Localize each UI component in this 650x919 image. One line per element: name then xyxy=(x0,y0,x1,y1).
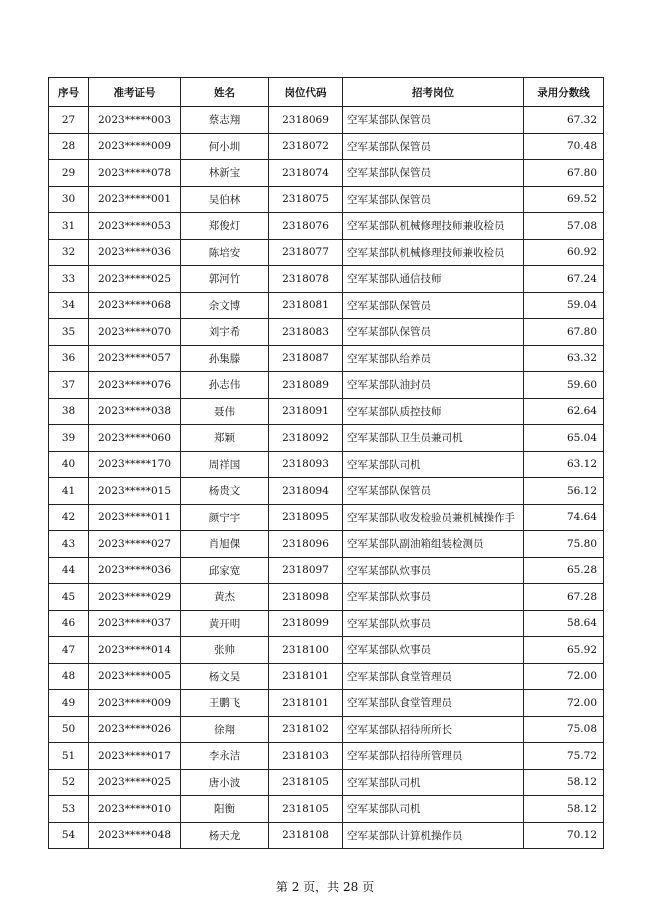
table-row xyxy=(49,345,604,372)
cell-post: 空军某部队机械修理技师兼收检员 xyxy=(343,213,524,240)
cell-post: 空军某部队炊事员 xyxy=(343,584,524,611)
table-row xyxy=(49,451,604,478)
cell-index: 46 xyxy=(49,610,89,637)
cell-exam-id: 2023*****014 xyxy=(89,637,181,664)
cell-post-code: 2318108 xyxy=(269,822,343,849)
table-row xyxy=(49,292,604,319)
header-exam-id: 准考证号 xyxy=(89,78,181,107)
results-table-container xyxy=(48,77,603,849)
cell-cutoff-score: 67.24 xyxy=(524,266,604,293)
cell-exam-id: 2023*****038 xyxy=(89,398,181,425)
cell-name: 杨天龙 xyxy=(181,822,269,849)
cell-post-code: 2318100 xyxy=(269,637,343,664)
cell-cutoff-score: 57.08 xyxy=(524,213,604,240)
cell-cutoff-score: 58.64 xyxy=(524,610,604,637)
cell-post-code: 2318069 xyxy=(269,107,343,134)
cell-exam-id: 2023*****029 xyxy=(89,584,181,611)
cell-cutoff-score: 72.00 xyxy=(524,690,604,717)
cell-post: 空军某部队炊事员 xyxy=(343,610,524,637)
cell-exam-id: 2023*****025 xyxy=(89,266,181,293)
cell-index: 41 xyxy=(49,478,89,505)
cell-name: 吴伯林 xyxy=(181,186,269,213)
header-post: 招考岗位 xyxy=(343,78,524,107)
cell-post: 空军某部队给养员 xyxy=(343,345,524,372)
table-row xyxy=(49,769,604,796)
cell-post: 空军某部队保管员 xyxy=(343,107,524,134)
cell-index: 28 xyxy=(49,133,89,160)
cell-name: 刘宇希 xyxy=(181,319,269,346)
cell-cutoff-score: 56.12 xyxy=(524,478,604,505)
cell-post-code: 2318074 xyxy=(269,160,343,187)
cell-post-code: 2318076 xyxy=(269,213,343,240)
cell-post-code: 2318097 xyxy=(269,557,343,584)
cell-exam-id: 2023*****036 xyxy=(89,557,181,584)
cell-index: 30 xyxy=(49,186,89,213)
table-row xyxy=(49,796,604,823)
cell-exam-id: 2023*****010 xyxy=(89,796,181,823)
cell-post: 空军某部队收发检验员兼机械操作手 xyxy=(343,504,524,531)
cell-exam-id: 2023*****009 xyxy=(89,690,181,717)
cell-post: 空军某部队保管员 xyxy=(343,186,524,213)
header-cutoff-score: 录用分数线 xyxy=(524,78,604,107)
cell-index: 40 xyxy=(49,451,89,478)
cell-name: 阳衡 xyxy=(181,796,269,823)
cell-exam-id: 2023*****078 xyxy=(89,160,181,187)
cell-name: 徐翔 xyxy=(181,716,269,743)
cell-exam-id: 2023*****005 xyxy=(89,663,181,690)
cell-exam-id: 2023*****037 xyxy=(89,610,181,637)
cell-name: 何小圳 xyxy=(181,133,269,160)
cell-name: 郭河竹 xyxy=(181,266,269,293)
cell-post: 空军某部队计算机操作员 xyxy=(343,822,524,849)
cell-index: 29 xyxy=(49,160,89,187)
cell-cutoff-score: 58.12 xyxy=(524,769,604,796)
cell-post-code: 2318105 xyxy=(269,769,343,796)
cell-post-code: 2318091 xyxy=(269,398,343,425)
cell-cutoff-score: 70.48 xyxy=(524,133,604,160)
header-post-code: 岗位代码 xyxy=(269,78,343,107)
table-row xyxy=(49,239,604,266)
cell-name: 张帅 xyxy=(181,637,269,664)
cell-name: 聂伟 xyxy=(181,398,269,425)
cell-post-code: 2318081 xyxy=(269,292,343,319)
cell-exam-id: 2023*****170 xyxy=(89,451,181,478)
cell-name: 杨贵文 xyxy=(181,478,269,505)
cell-cutoff-score: 75.72 xyxy=(524,743,604,770)
cell-post: 空军某部队司机 xyxy=(343,451,524,478)
table-row xyxy=(49,319,604,346)
cell-exam-id: 2023*****025 xyxy=(89,769,181,796)
table-row xyxy=(49,716,604,743)
cell-index: 42 xyxy=(49,504,89,531)
table-row xyxy=(49,531,604,558)
cell-post-code: 2318102 xyxy=(269,716,343,743)
cell-index: 54 xyxy=(49,822,89,849)
cell-cutoff-score: 67.80 xyxy=(524,319,604,346)
cell-cutoff-score: 67.28 xyxy=(524,584,604,611)
cell-cutoff-score: 58.12 xyxy=(524,796,604,823)
cell-cutoff-score: 74.64 xyxy=(524,504,604,531)
cell-name: 黄杰 xyxy=(181,584,269,611)
table-row xyxy=(49,822,604,849)
cell-exam-id: 2023*****017 xyxy=(89,743,181,770)
cell-index: 47 xyxy=(49,637,89,664)
cell-cutoff-score: 63.12 xyxy=(524,451,604,478)
cell-name: 郑俊灯 xyxy=(181,213,269,240)
cell-name: 陈培安 xyxy=(181,239,269,266)
cell-index: 32 xyxy=(49,239,89,266)
cell-index: 35 xyxy=(49,319,89,346)
cell-name: 黄开明 xyxy=(181,610,269,637)
cell-exam-id: 2023*****026 xyxy=(89,716,181,743)
results-table xyxy=(48,77,604,849)
cell-cutoff-score: 59.04 xyxy=(524,292,604,319)
cell-name: 唐小波 xyxy=(181,769,269,796)
cell-cutoff-score: 72.00 xyxy=(524,663,604,690)
table-row xyxy=(49,690,604,717)
cell-name: 孙集滕 xyxy=(181,345,269,372)
cell-post: 空军某部队保管员 xyxy=(343,478,524,505)
cell-exam-id: 2023*****036 xyxy=(89,239,181,266)
table-row xyxy=(49,372,604,399)
header-index: 序号 xyxy=(49,78,89,107)
cell-post: 空军某部队炊事员 xyxy=(343,557,524,584)
cell-post: 空军某部队保管员 xyxy=(343,319,524,346)
cell-exam-id: 2023*****068 xyxy=(89,292,181,319)
cell-post: 空军某部队炊事员 xyxy=(343,637,524,664)
cell-exam-id: 2023*****015 xyxy=(89,478,181,505)
cell-index: 52 xyxy=(49,769,89,796)
cell-exam-id: 2023*****027 xyxy=(89,531,181,558)
cell-post-code: 2318089 xyxy=(269,372,343,399)
table-row xyxy=(49,213,604,240)
cell-cutoff-score: 60.92 xyxy=(524,239,604,266)
cell-name: 李永洁 xyxy=(181,743,269,770)
cell-name: 郑颖 xyxy=(181,425,269,452)
cell-cutoff-score: 67.80 xyxy=(524,160,604,187)
table-body xyxy=(49,107,604,849)
cell-post: 空军某部队机械修理技师兼收检员 xyxy=(343,239,524,266)
cell-cutoff-score: 65.04 xyxy=(524,425,604,452)
cell-cutoff-score: 65.92 xyxy=(524,637,604,664)
table-row xyxy=(49,504,604,531)
cell-exam-id: 2023*****011 xyxy=(89,504,181,531)
cell-name: 林新宝 xyxy=(181,160,269,187)
cell-exam-id: 2023*****048 xyxy=(89,822,181,849)
page-footer: 第 2 页，共 28 页 xyxy=(275,880,375,894)
cell-exam-id: 2023*****001 xyxy=(89,186,181,213)
cell-post-code: 2318092 xyxy=(269,425,343,452)
cell-post-code: 2318083 xyxy=(269,319,343,346)
cell-name: 邱家宽 xyxy=(181,557,269,584)
cell-exam-id: 2023*****053 xyxy=(89,213,181,240)
cell-index: 37 xyxy=(49,372,89,399)
cell-index: 45 xyxy=(49,584,89,611)
table-row xyxy=(49,133,604,160)
cell-index: 51 xyxy=(49,743,89,770)
cell-exam-id: 2023*****060 xyxy=(89,425,181,452)
table-row xyxy=(49,107,604,134)
cell-post: 空军某部队食堂管理员 xyxy=(343,690,524,717)
cell-post: 空军某部队食堂管理员 xyxy=(343,663,524,690)
cell-post: 空军某部队副油箱组装检测员 xyxy=(343,531,524,558)
cell-name: 王鹏飞 xyxy=(181,690,269,717)
cell-name: 余文博 xyxy=(181,292,269,319)
cell-index: 44 xyxy=(49,557,89,584)
cell-post-code: 2318101 xyxy=(269,690,343,717)
table-row xyxy=(49,663,604,690)
cell-index: 50 xyxy=(49,716,89,743)
cell-index: 27 xyxy=(49,107,89,134)
cell-name: 颜宁宇 xyxy=(181,504,269,531)
cell-exam-id: 2023*****076 xyxy=(89,372,181,399)
cell-post-code: 2318105 xyxy=(269,796,343,823)
cell-cutoff-score: 70.12 xyxy=(524,822,604,849)
table-row xyxy=(49,478,604,505)
cell-cutoff-score: 67.32 xyxy=(524,107,604,134)
cell-cutoff-score: 59.60 xyxy=(524,372,604,399)
table-row xyxy=(49,584,604,611)
cell-post: 空军某部队招待所管理员 xyxy=(343,743,524,770)
cell-post-code: 2318099 xyxy=(269,610,343,637)
cell-name: 蔡志翔 xyxy=(181,107,269,134)
table-row xyxy=(49,743,604,770)
cell-index: 31 xyxy=(49,213,89,240)
cell-post: 空军某部队司机 xyxy=(343,769,524,796)
cell-post: 空军某部队油封员 xyxy=(343,372,524,399)
cell-post: 空军某部队质控技师 xyxy=(343,398,524,425)
cell-index: 39 xyxy=(49,425,89,452)
cell-name: 周祥国 xyxy=(181,451,269,478)
cell-post: 空军某部队保管员 xyxy=(343,292,524,319)
cell-cutoff-score: 69.52 xyxy=(524,186,604,213)
table-row xyxy=(49,637,604,664)
cell-exam-id: 2023*****009 xyxy=(89,133,181,160)
cell-index: 33 xyxy=(49,266,89,293)
table-header-row xyxy=(49,78,604,107)
cell-index: 38 xyxy=(49,398,89,425)
cell-name: 孙志伟 xyxy=(181,372,269,399)
cell-exam-id: 2023*****057 xyxy=(89,345,181,372)
cell-post: 空军某部队司机 xyxy=(343,796,524,823)
cell-post: 空军某部队招待所所长 xyxy=(343,716,524,743)
cell-post-code: 2318072 xyxy=(269,133,343,160)
cell-index: 43 xyxy=(49,531,89,558)
cell-post-code: 2318094 xyxy=(269,478,343,505)
table-row xyxy=(49,266,604,293)
cell-post-code: 2318098 xyxy=(269,584,343,611)
cell-cutoff-score: 63.32 xyxy=(524,345,604,372)
cell-post: 空军某部队保管员 xyxy=(343,133,524,160)
cell-post-code: 2318093 xyxy=(269,451,343,478)
table-row xyxy=(49,186,604,213)
cell-cutoff-score: 65.28 xyxy=(524,557,604,584)
cell-cutoff-score: 62.64 xyxy=(524,398,604,425)
cell-exam-id: 2023*****003 xyxy=(89,107,181,134)
cell-index: 48 xyxy=(49,663,89,690)
cell-post-code: 2318101 xyxy=(269,663,343,690)
cell-index: 53 xyxy=(49,796,89,823)
cell-name: 杨文昊 xyxy=(181,663,269,690)
cell-post-code: 2318103 xyxy=(269,743,343,770)
cell-index: 36 xyxy=(49,345,89,372)
table-row xyxy=(49,610,604,637)
cell-post: 空军某部队通信技师 xyxy=(343,266,524,293)
cell-index: 49 xyxy=(49,690,89,717)
cell-post-code: 2318075 xyxy=(269,186,343,213)
cell-cutoff-score: 75.80 xyxy=(524,531,604,558)
table-row xyxy=(49,398,604,425)
cell-post-code: 2318096 xyxy=(269,531,343,558)
cell-post: 空军某部队保管员 xyxy=(343,160,524,187)
cell-index: 34 xyxy=(49,292,89,319)
cell-cutoff-score: 75.08 xyxy=(524,716,604,743)
cell-post-code: 2318095 xyxy=(269,504,343,531)
cell-post-code: 2318087 xyxy=(269,345,343,372)
cell-name: 肖旭倮 xyxy=(181,531,269,558)
cell-post: 空军某部队卫生员兼司机 xyxy=(343,425,524,452)
cell-post-code: 2318077 xyxy=(269,239,343,266)
cell-post-code: 2318078 xyxy=(269,266,343,293)
table-row xyxy=(49,160,604,187)
header-name: 姓名 xyxy=(181,78,269,107)
table-row xyxy=(49,557,604,584)
table-row xyxy=(49,425,604,452)
cell-exam-id: 2023*****070 xyxy=(89,319,181,346)
